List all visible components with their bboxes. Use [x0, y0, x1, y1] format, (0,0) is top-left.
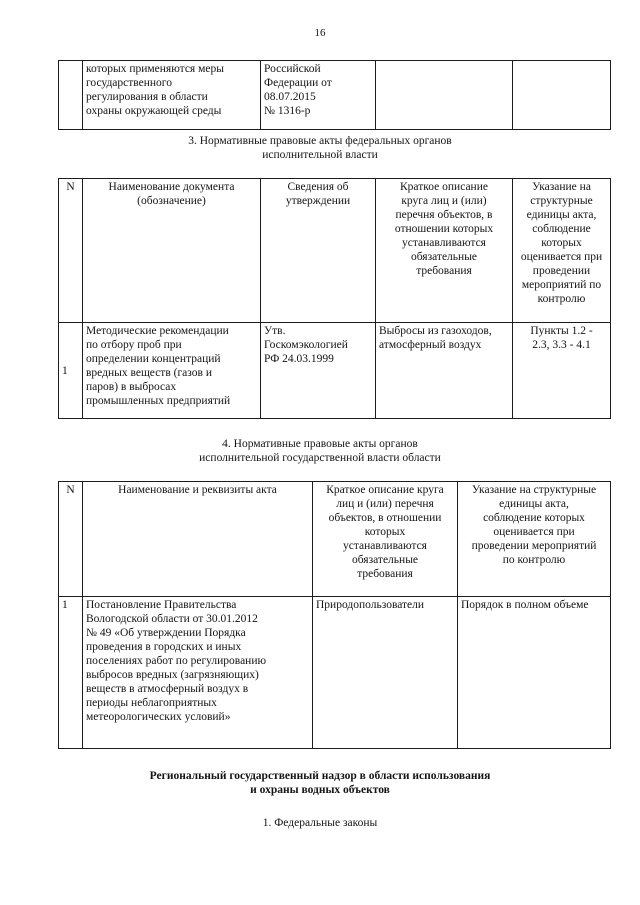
description: Природопользователи	[313, 597, 458, 749]
table-header-row	[59, 179, 611, 323]
description	[376, 61, 513, 130]
header-reference: Указание на структурные единицы акта, соблюдение которых оценивается при проведении мероприятий по контролю	[458, 482, 611, 597]
approval-info: Российской Федерации от 08.07.2015 № 1316-р	[261, 61, 376, 130]
structural-reference	[513, 61, 611, 130]
table-row	[59, 61, 611, 130]
federal-laws-heading: 1. Федеральные законы	[262, 817, 378, 829]
header-description: Краткое описание круга лиц и (или) перечня объектов, в отношении которых устанавливаются обязательные требования	[376, 179, 513, 323]
header-n: N	[59, 482, 83, 597]
section-3-table	[58, 178, 611, 419]
structural-reference: Порядок в полном объеме	[458, 597, 611, 749]
header-n: N	[59, 179, 83, 323]
table-row	[59, 597, 611, 749]
document-name: которых применяются меры государственного регулирования в области охраны окружающей среды	[83, 61, 261, 130]
header-document-name: Наименование документа (обозначение)	[83, 179, 261, 323]
row-number: 1	[59, 597, 83, 749]
regional-supervision-heading: Региональный государственный надзор в области использования и охраны водных объектов	[149, 770, 491, 796]
description: Выбросы из газоходов, атмосферный воздух	[376, 323, 513, 419]
structural-reference: Пункты 1.2 - 2.3, 3.3 - 4.1	[513, 323, 611, 419]
continuation-table	[58, 60, 611, 130]
header-approval: Сведения об утверждении	[261, 179, 376, 323]
header-description: Краткое описание круга лиц и (или) перечня объектов, в отношении которых устанавливаются обязательные требования	[313, 482, 458, 597]
section-3-heading: 3. Нормативные правовые акты федеральных органов исполнительной власти	[188, 135, 452, 161]
approval-info: Утв. Госкомэкологией РФ 24.03.1999	[261, 323, 376, 419]
table-row	[59, 323, 611, 419]
row-number: 1	[59, 323, 83, 419]
page-number: 16	[314, 27, 326, 39]
row-number	[59, 61, 83, 130]
section-4-heading: 4. Нормативные правовые акты органов исполнительной государственной власти области	[199, 438, 441, 464]
act-name: Постановление Правительства Вологодской области от 30.01.2012 № 49 «Об утверждении Порядка проведения в городских и иных поселениях работ по регулированию выбросов вредных (загрязняющих) веществ в атмосферный воздух в периоды неблагоприятных метеорологических условий»	[83, 597, 313, 749]
section-4-table	[58, 481, 611, 749]
table-header-row	[59, 482, 611, 597]
document-name: Методические рекомендации по отбору проб при определении концентраций вредных веществ (газов и паров) в выбросах промышленных предприятий	[83, 323, 261, 419]
header-act-name: Наименование и реквизиты акта	[83, 482, 313, 597]
header-reference: Указание на структурные единицы акта, соблюдение которых оценивается при проведении мероприятий по контролю	[513, 179, 611, 323]
